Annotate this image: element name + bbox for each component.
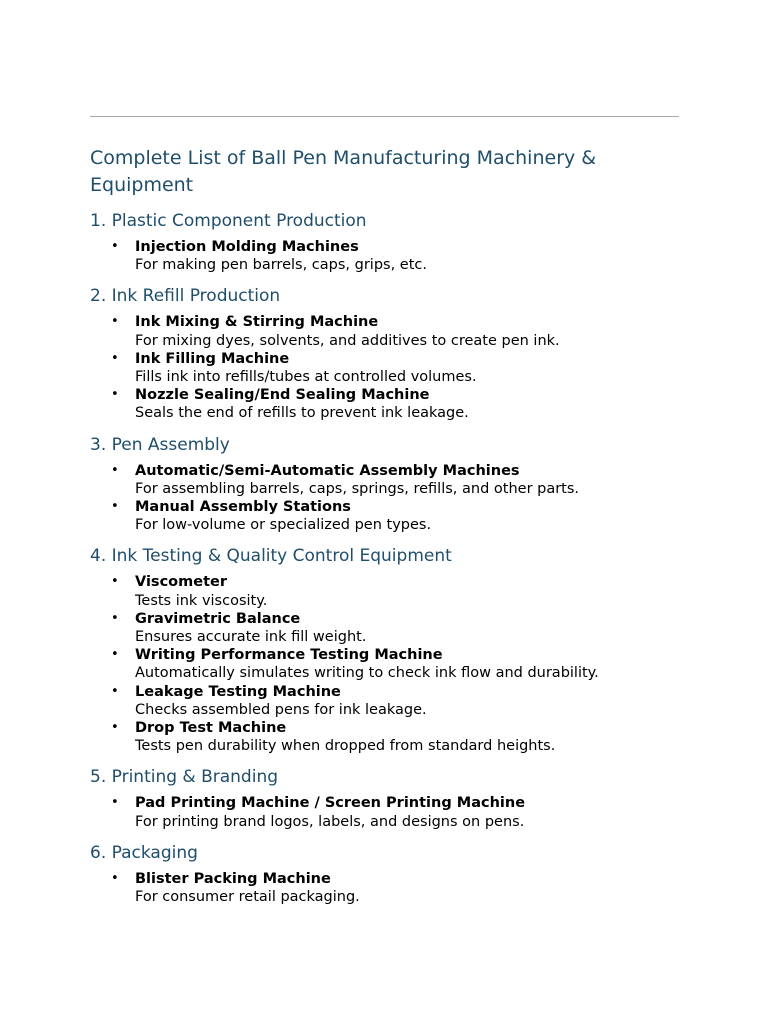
list-item bbox=[90, 238, 679, 274]
item-list bbox=[90, 794, 679, 830]
list-item bbox=[90, 313, 679, 349]
bullet-icon: • bbox=[111, 350, 119, 366]
item-description: Checks assembled pens for ink leakage. bbox=[135, 701, 427, 718]
bullet-icon: • bbox=[111, 795, 119, 811]
list-item bbox=[90, 498, 679, 534]
item-name: Pad Printing Machine / Screen Printing Machine bbox=[135, 795, 526, 812]
item-name: Manual Assembly Stations bbox=[135, 499, 351, 516]
section-heading: 3. Pen Assembly bbox=[90, 434, 230, 455]
item-name: Nozzle Sealing/End Sealing Machine bbox=[135, 387, 430, 404]
item-description: For assembling barrels, caps, springs, refills, and other parts. bbox=[135, 480, 580, 497]
section-heading: 6. Packaging bbox=[90, 842, 198, 863]
list-item bbox=[90, 683, 679, 719]
list-item bbox=[90, 462, 679, 498]
section-heading: 1. Plastic Component Production bbox=[90, 211, 367, 231]
item-name: Injection Molding Machines bbox=[135, 239, 359, 255]
bullet-icon: • bbox=[111, 462, 119, 478]
section-pen-assembly bbox=[90, 434, 679, 535]
item-name: Drop Test Machine bbox=[135, 720, 287, 737]
section-heading: 2. Ink Refill Production bbox=[90, 286, 281, 307]
bullet-icon: • bbox=[111, 574, 119, 590]
item-description: For making pen barrels, caps, grips, etc. bbox=[135, 257, 427, 274]
item-name: Writing Performance Testing Machine bbox=[135, 647, 443, 664]
item-list bbox=[90, 238, 679, 274]
item-list bbox=[90, 870, 679, 906]
list-item bbox=[90, 870, 679, 906]
item-description: For printing brand logos, labels, and designs on pens. bbox=[135, 813, 525, 830]
section-ink-refill-production bbox=[90, 285, 679, 422]
section-packaging bbox=[90, 842, 679, 906]
list-item bbox=[90, 350, 679, 386]
item-description: Tests ink viscosity. bbox=[135, 592, 268, 609]
item-name: Ink Mixing & Stirring Machine bbox=[135, 314, 379, 331]
bullet-icon: • bbox=[111, 720, 119, 736]
item-description: For low-volume or specialized pen types. bbox=[135, 517, 432, 534]
item-list bbox=[90, 573, 679, 755]
section-heading: 5. Printing & Branding bbox=[90, 767, 279, 788]
item-list bbox=[90, 462, 679, 535]
list-item bbox=[90, 386, 679, 422]
section-heading: 4. Ink Testing & Quality Control Equipment bbox=[90, 546, 452, 567]
document-title: Complete List of Ball Pen Manufacturing Machinery & Equipment bbox=[90, 147, 597, 196]
section-ink-testing-quality-control bbox=[90, 545, 679, 755]
list-item bbox=[90, 719, 679, 755]
bullet-icon: • bbox=[111, 314, 119, 330]
bullet-icon: • bbox=[111, 683, 119, 699]
item-description: Fills ink into refills/tubes at controlled volumes. bbox=[135, 369, 477, 386]
item-name: Ink Filling Machine bbox=[135, 350, 290, 367]
list-item bbox=[90, 610, 679, 646]
item-description: Tests pen durability when dropped from standard heights. bbox=[135, 738, 556, 755]
bullet-icon: • bbox=[111, 499, 119, 515]
item-name: Viscometer bbox=[135, 574, 227, 591]
bullet-icon: • bbox=[111, 239, 119, 254]
bullet-icon: • bbox=[111, 610, 119, 626]
item-description: Ensures accurate ink fill weight. bbox=[135, 629, 367, 646]
item-name: Automatic/Semi-Automatic Assembly Machines bbox=[135, 462, 520, 479]
item-name: Leakage Testing Machine bbox=[135, 683, 341, 700]
item-description: For mixing dyes, solvents, and additives to create pen ink. bbox=[135, 332, 560, 349]
item-list bbox=[90, 313, 679, 422]
item-description: Automatically simulates writing to check ink flow and durability. bbox=[135, 665, 599, 682]
list-item bbox=[90, 573, 679, 609]
item-name: Blister Packing Machine bbox=[135, 870, 331, 887]
horizontal-rule bbox=[90, 116, 679, 117]
section-printing-branding bbox=[90, 766, 679, 830]
document-page bbox=[90, 116, 679, 906]
bullet-icon: • bbox=[111, 647, 119, 663]
item-name: Gravimetric Balance bbox=[135, 610, 301, 627]
list-item bbox=[90, 794, 679, 830]
bullet-icon: • bbox=[111, 387, 119, 403]
bullet-icon: • bbox=[111, 870, 119, 886]
item-description: Seals the end of refills to prevent ink leakage. bbox=[135, 405, 469, 422]
section-plastic-component-production bbox=[90, 210, 679, 274]
item-description: For consumer retail packaging. bbox=[135, 889, 360, 906]
list-item bbox=[90, 646, 679, 682]
